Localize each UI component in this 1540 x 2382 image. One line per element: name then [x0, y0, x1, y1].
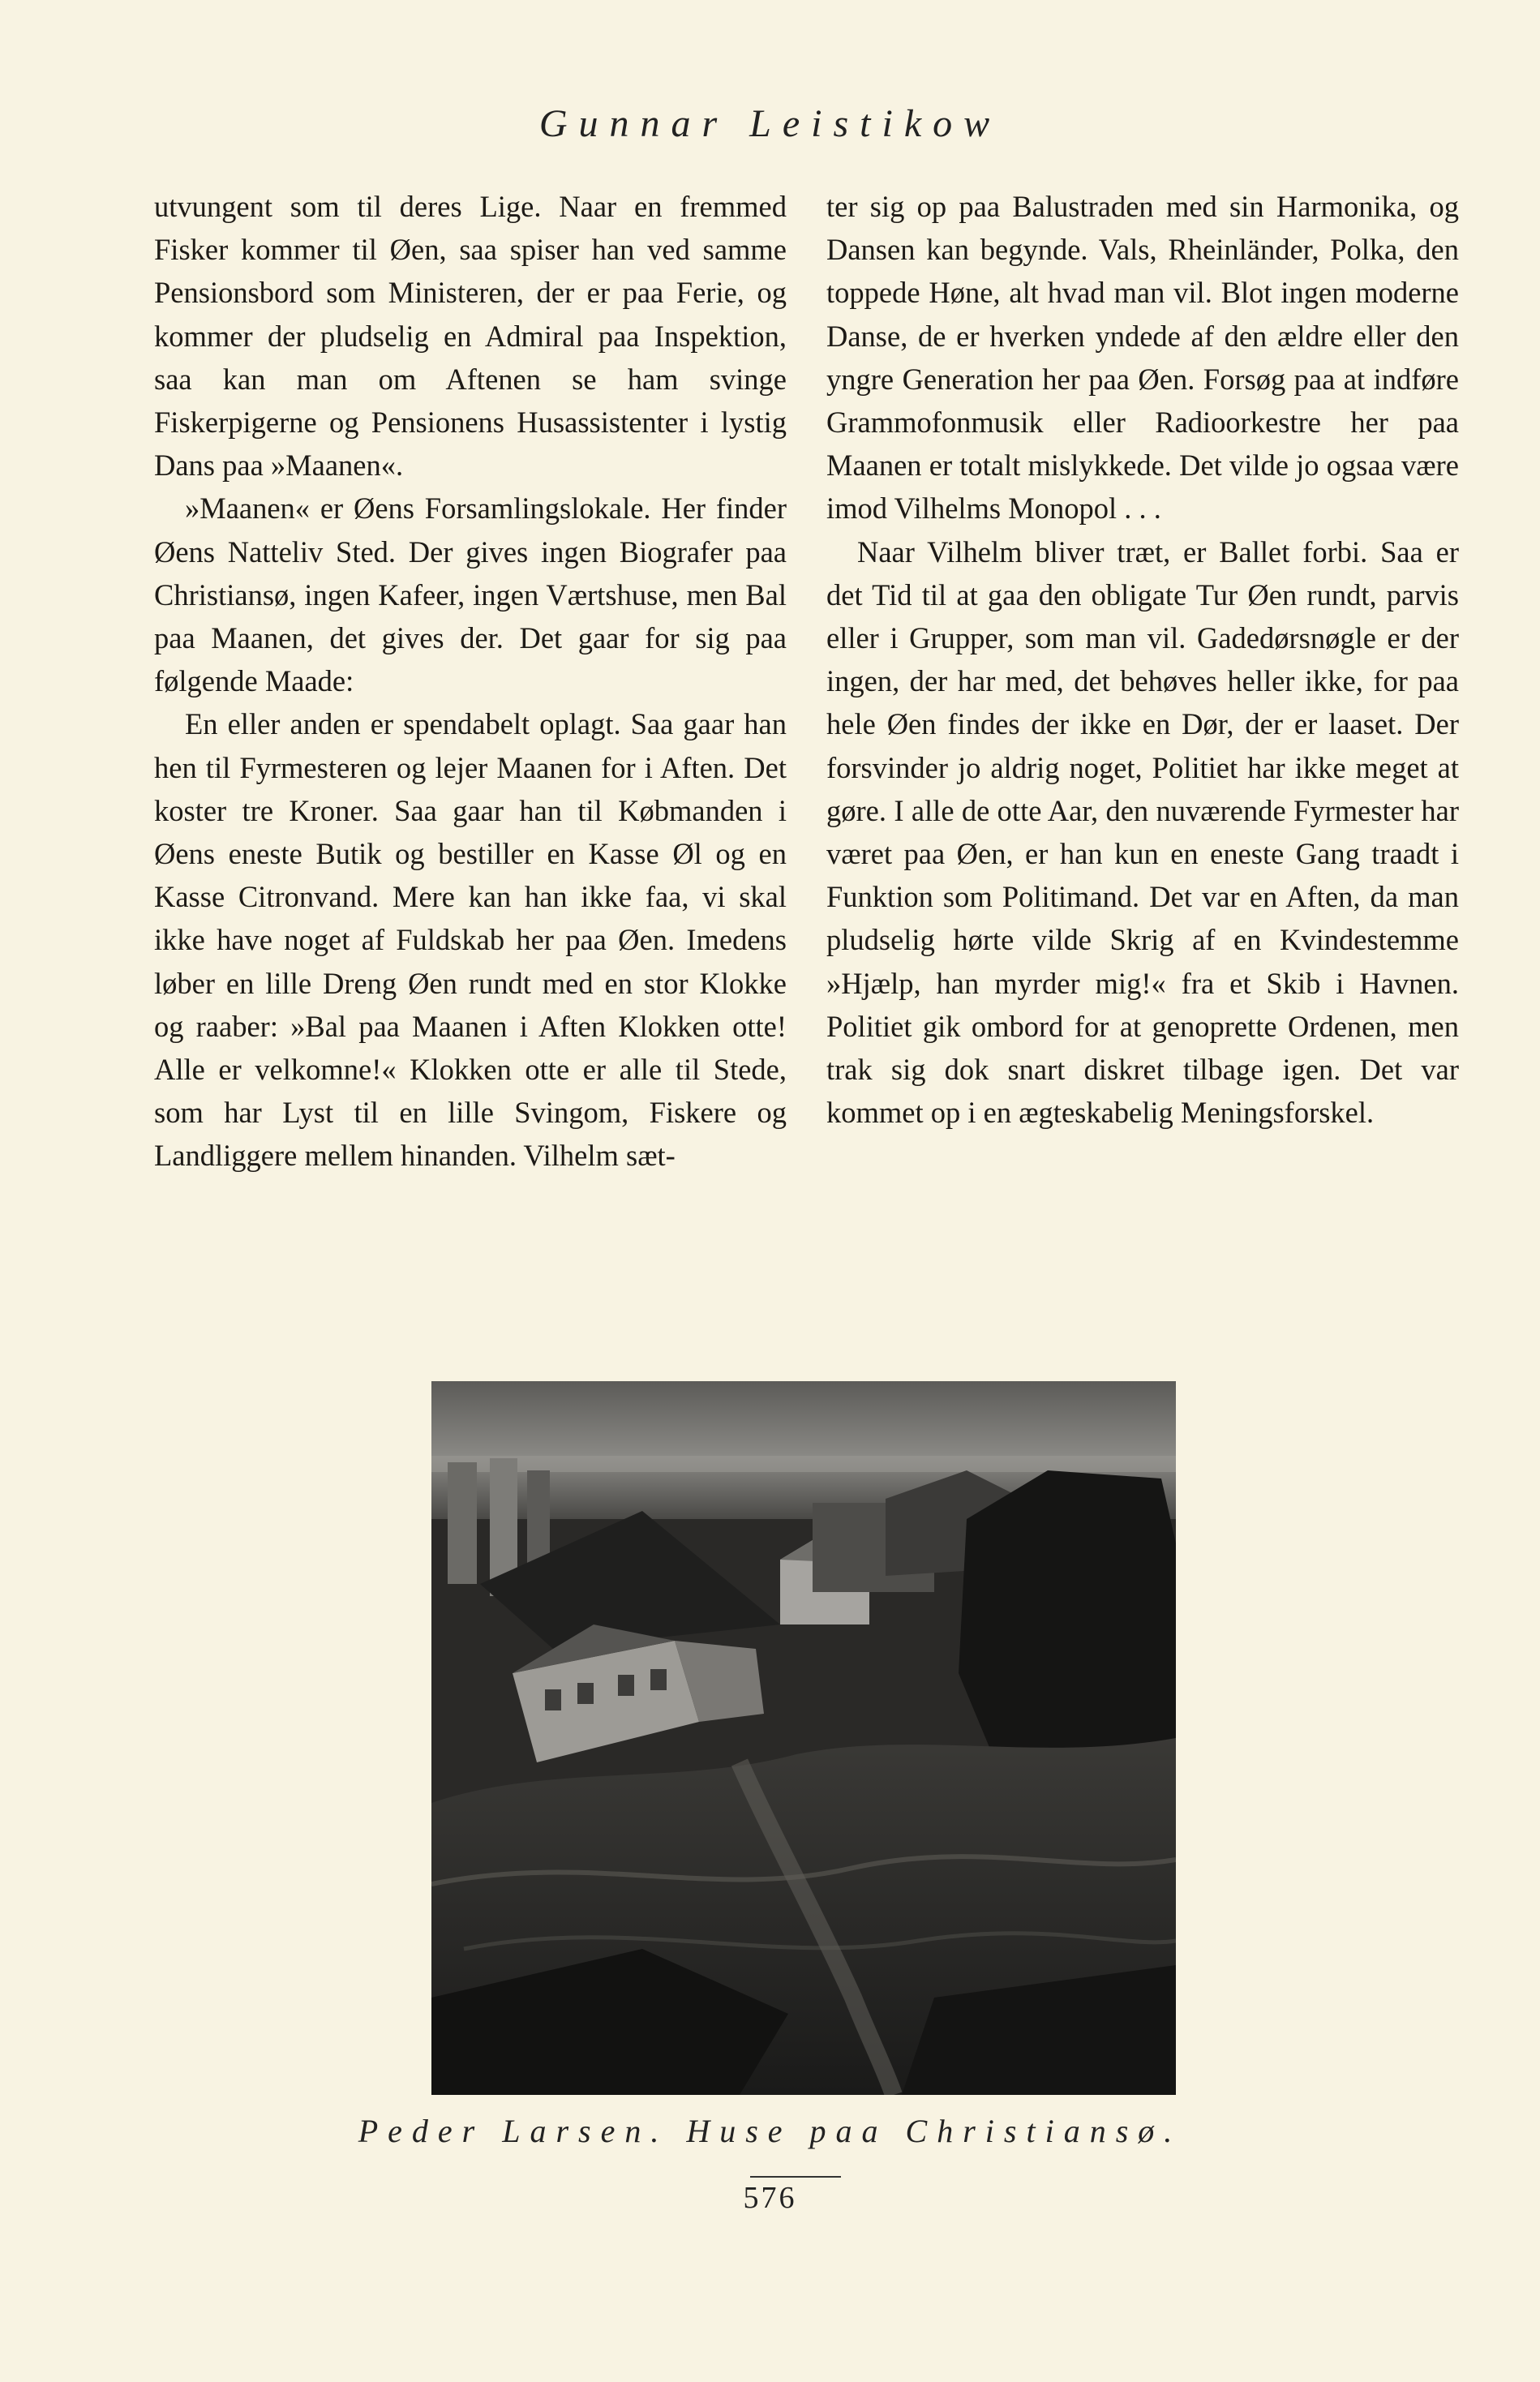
painting-houses-christianso	[431, 1381, 1176, 2095]
left-paragraph-2: »Maanen« er Øens Forsamlingslokale. Her finder Øens Natteliv Sted. Der gives ingen Biografer paa Christiansø, ingen Kafeer, ingen Værtshuse, men Bal paa Maanen, det gives der. Det gaar for sig paa følgende Maade:	[154, 491, 787, 698]
left-paragraph-1: utvungent som til deres Lige. Naar en fremmed Fisker kommer til Øen, saa spiser han ved samme Pensionsbord som Ministeren, der er paa Ferie, og kommer der pludselig en Admiral paa Inspektion, saa kan man om Aftenen se ham svinge Fiskerpigerne og Pensionens Husassistenter i lystig Dans paa »Maanen«.	[154, 190, 787, 483]
left-text-column	[154, 185, 787, 1178]
left-paragraph-3: En eller anden er spendabelt oplagt. Saa gaar han hen til Fyrmesteren og lejer Maanen for i Aften. Det koster tre Kroner. Saa gaar han til Købmanden i Øens eneste Butik og bestiller en Kasse Øl og en Kasse Citronvand. Mere kan han ikke faa, vi skal ikke have noget af Fuldskab her paa Øen. Imedens løber en lille Dreng Øen rundt med en stor Klokke og raaber: »Bal paa Maanen i Aften Klokken otte! Alle er velkomne!« Klokken otte er alle til Stede, som har Lyst til en lille Svingom, Fiskere og Landliggere mellem hinanden. Vilhelm sæt-	[154, 707, 787, 1173]
page-number-rule	[750, 2176, 841, 2178]
right-text-column	[826, 185, 1459, 1134]
page-number: 576	[743, 2181, 797, 2215]
painting-illustration	[431, 1381, 1176, 2095]
right-paragraph-1: ter sig op paa Balustraden med sin Harmonika, og Dansen kan begynde. Vals, Rheinländer, Polka, den toppede Høne, alt hvad man vil. Blot ingen moderne Danse, de er hverken yndede af den ældre eller den yngre Generation her paa Øen. Forsøg paa at indføre Grammofonmusik eller Radioorkestre her paa Maanen er totalt mislykkede. Det vilde jo ogsaa være imod Vilhelms Monopol . . .	[826, 190, 1459, 526]
running-head: Gunnar Leistikow	[538, 102, 1002, 145]
right-paragraph-2: Naar Vilhelm bliver træt, er Ballet forbi. Saa er det Tid til at gaa den obligate Tur Øen rundt, parvis eller i Grupper, som man vil. Gadedørsnøgle er der ingen, der har med, det behøves heller ikke, for paa hele Øen findes der ikke en Dør, der er laaset. Der forsvinder jo aldrig noget, Politiet har ikke meget at gøre. I alle de otte Aar, den nuværende Fyrmester har været paa Øen, er han kun en eneste Gang traadt i Funktion som Politimand. Det var en Aften, da man pludselig hørte vilde Skrig af en Kvindestemme »Hjælp, han myrder mig!« fra et Skib i Havnen. Politiet gik ombord for at genoprette Ordenen, men trak sig dok snart diskret tilbage igen. Det var kommet op i en ægteskabelig Meningsforskel.	[826, 534, 1459, 1130]
figure-caption: Peder Larsen. Huse paa Christiansø.	[358, 2113, 1182, 2149]
